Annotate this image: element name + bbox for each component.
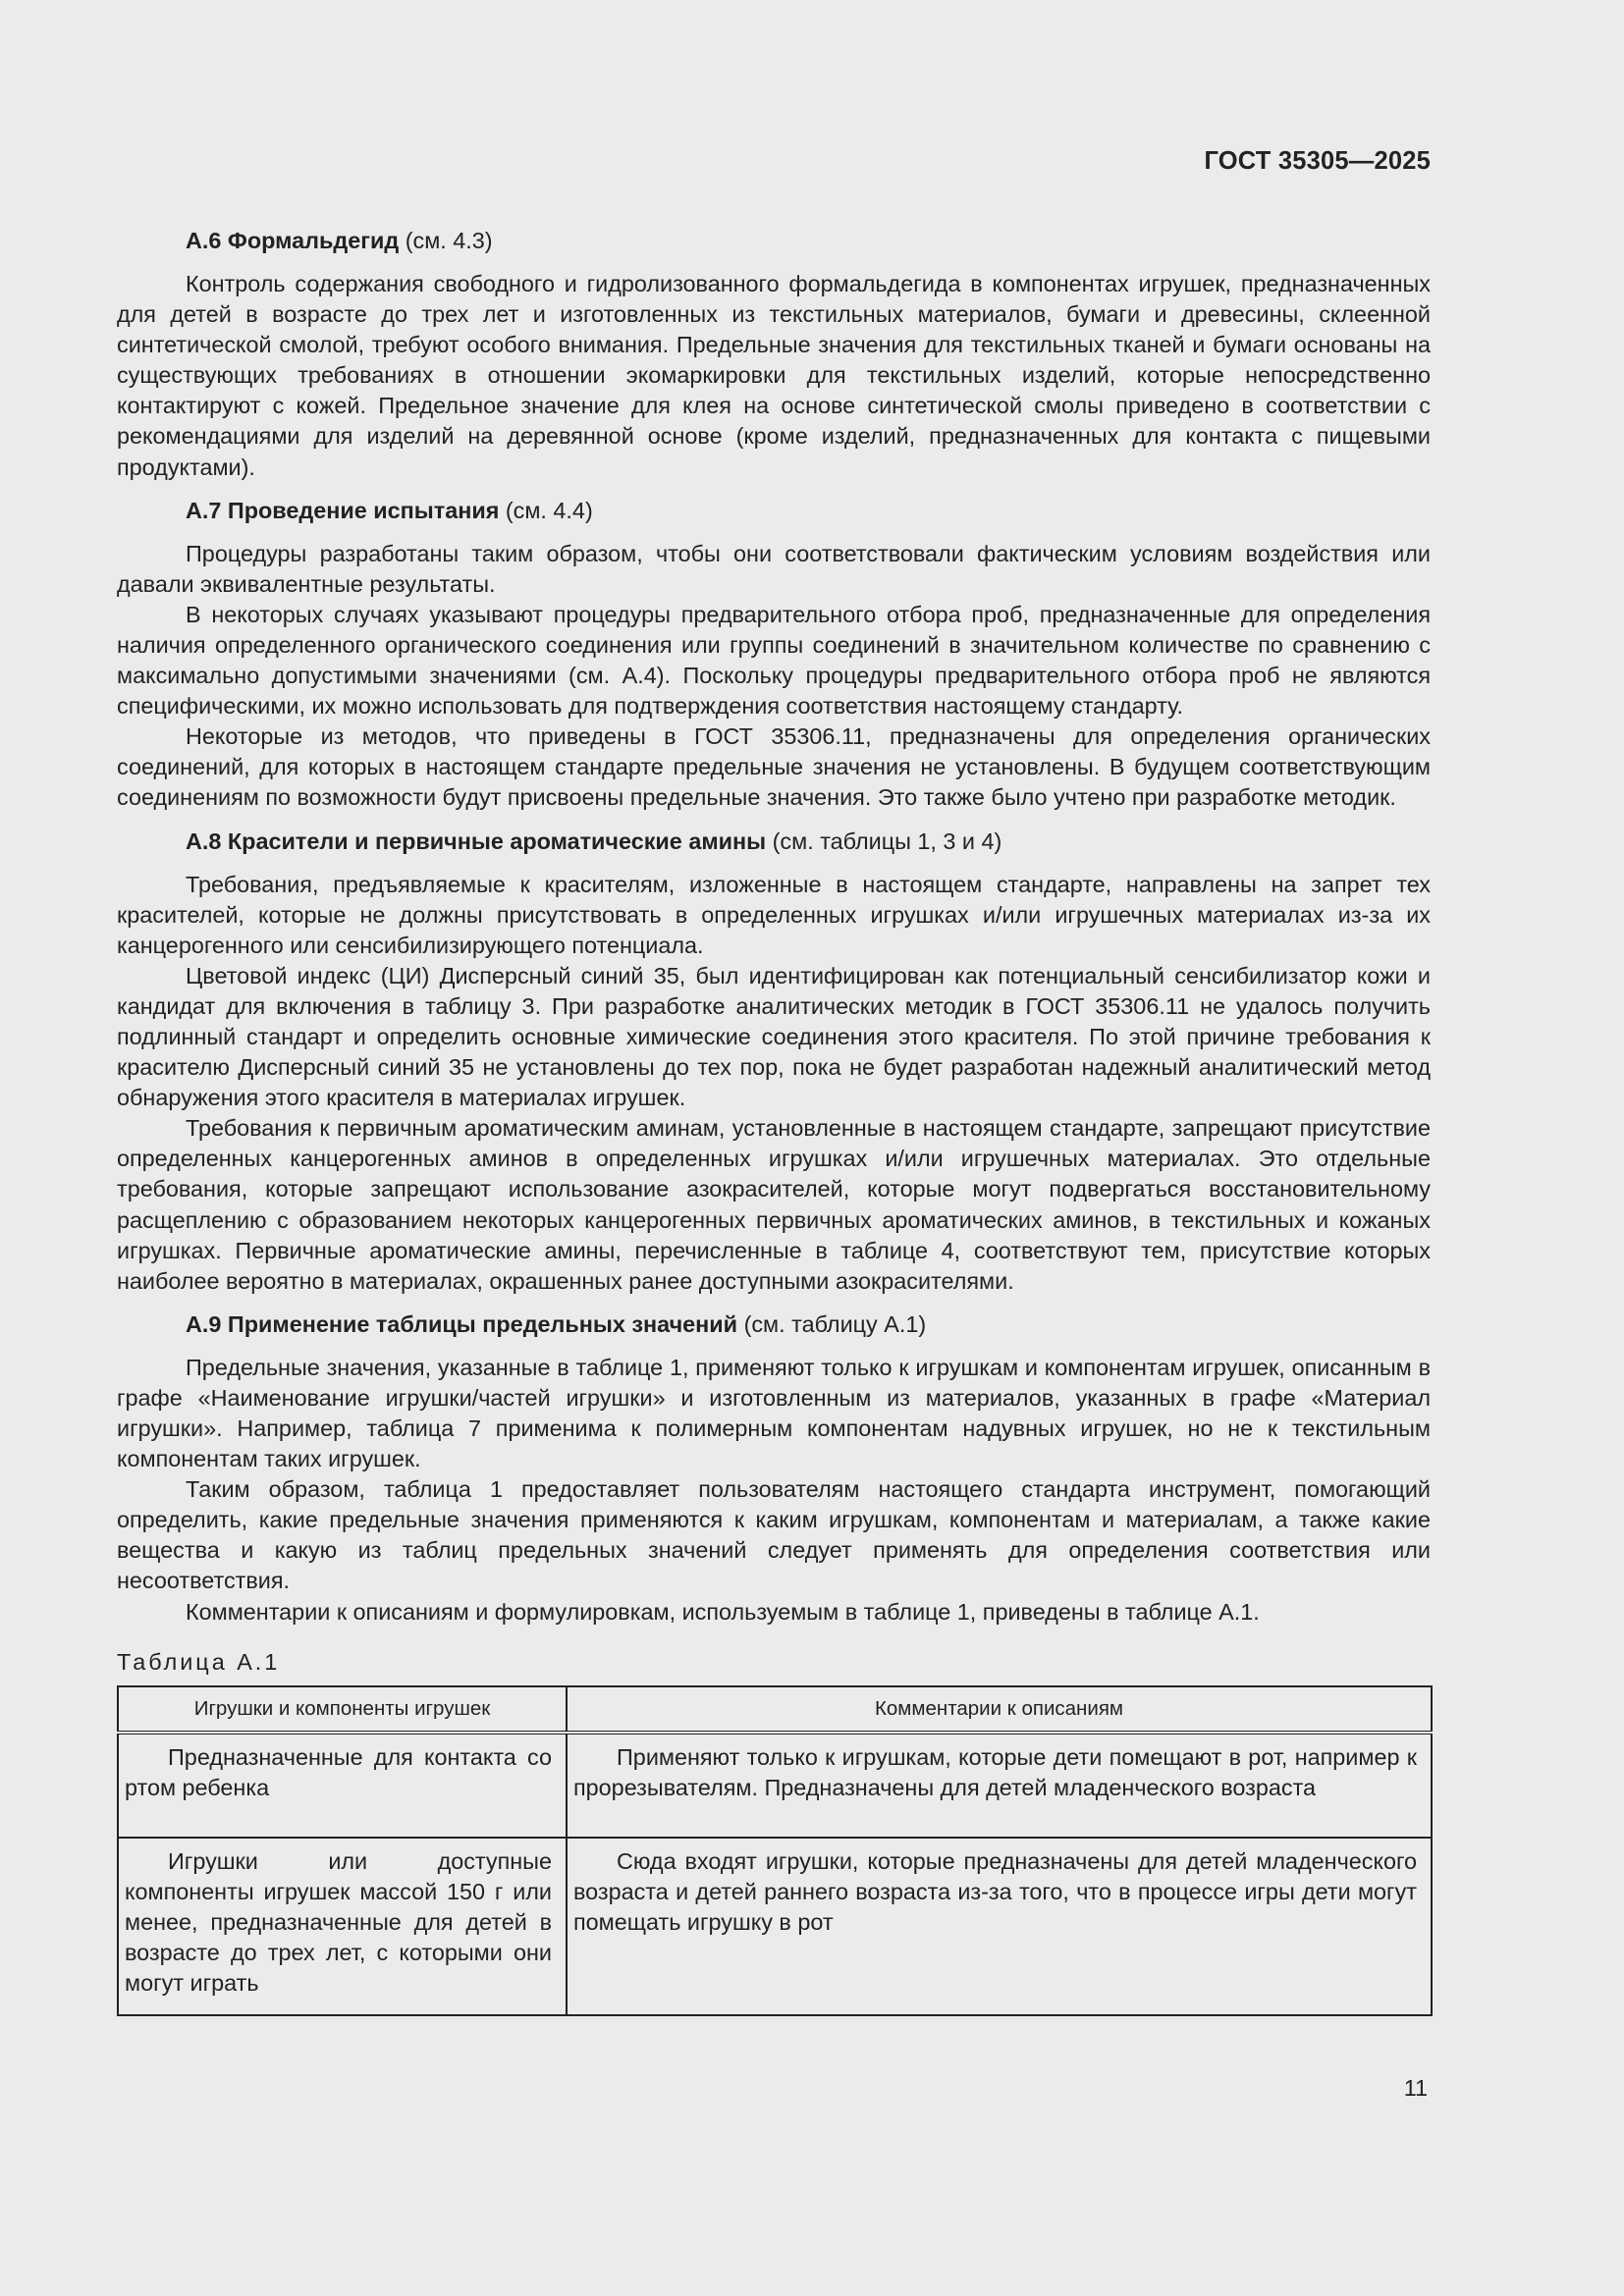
section-reference: (см. таблицу А.1) <box>743 1310 927 1337</box>
section-heading <box>117 827 1431 857</box>
paragraph: Некоторые из методов, что приведены в ГОСТ 35306.11, предназначены для определения органических соединений, для которых в настоящем стандарте предельные значения не установлены. В будущем соответствующим соединениям по возможности будут присвоены предельные значения. Это также было учтено при разработке методик. <box>117 723 1431 811</box>
section-reference: (см. 4.3) <box>405 228 493 253</box>
section-number: А.6 <box>186 228 222 253</box>
section-a7 <box>117 496 1431 814</box>
table-header-row <box>118 1686 1432 1733</box>
document-page <box>117 0 1431 2296</box>
document-code: ГОСТ 35305—2025 <box>1204 147 1431 175</box>
table-caption: Таблица А.1 <box>117 1648 281 1675</box>
section-a9 <box>117 1309 1431 1628</box>
section-number: А.9 <box>186 1310 222 1337</box>
section-heading <box>117 496 1431 526</box>
paragraph: Требования, предъявляемые к красителям, изложенные в настоящем стандарте, направлены на запрет тех красителей, которые не должны присутствовать в определенных игрушках и/или игрушечных материалах из-за их канцерогенного или сенсибилизирующего потенциала. <box>117 871 1431 958</box>
paragraph: Контроль содержания свободного и гидролизованного формальдегида в компонентах игрушек, предназначенных для детей в возрасте до трех лет и изготовленных из текстильных материалов, бумаги и древесины, склеенной синтетической смолой, требуют особого внимания. Предельные значения для текстильных тканей и бумаги основаны на существующих требованиях в отношении экомаркировки для текстильных изделий, которые непосредственно контактируют с кожей. Предельное значение для клея на основе синтетической смолы приведено в соответствии с рекомендациями для изделий на деревянной основе (кроме изделий, предназначенных для контакта с пищевыми продуктами). <box>117 271 1431 480</box>
section-title: Применение таблицы предельных значений <box>227 1310 738 1337</box>
paragraph: Предельные значения, указанные в таблице 1, применяют только к игрушкам и компонентам игрушек, описанным в графе «Наименование игрушки/частей игрушки» и изготовленным из материалов, указанных в графе «Материал игрушки». Например, таблица 7 применима к полимерным компонентам надувных игрушек, но не к текстильным компонентам таких игрушек. <box>117 1354 1431 1472</box>
document-body <box>117 226 1431 2016</box>
section-title: Формальдегид <box>227 228 400 253</box>
paragraph: Требования к первичным ароматическим аминам, установленные в настоящем стандарте, запрещают присутствие определенных канцерогенных аминов в определенных игрушках и/или игрушечных материалах. Это отдельные требования, которые запрещают использование азокрасителей, которые могут подвергаться восстановительному расщеплению с образованием некоторых канцерогенных первичных ароматических аминов, в текстильных и кожаных игрушках. Первичные ароматические амины, перечисленные в таблице 4, соответствуют тем, присутствие которых наиболее вероятно в материалах, окрашенных ранее доступными азокрасителями. <box>117 1115 1431 1294</box>
section-reference: (см. таблицы 1, 3 и 4) <box>772 828 1002 854</box>
table-cell: Предназначенные для контакта со ртом ребенка <box>118 1733 567 1838</box>
table-header-cell: Комментарии к описаниям <box>567 1686 1432 1733</box>
section-a6 <box>117 226 1431 483</box>
table-a1 <box>117 1685 1433 2016</box>
section-reference: (см. 4.4) <box>505 497 593 523</box>
section-number: А.7 <box>186 497 222 523</box>
section-heading <box>117 226 1431 256</box>
table-cell: Применяют только к игрушкам, которые дети помещают в рот, например к прорезывателям. Предназначены для детей младенческого возраста <box>567 1733 1432 1838</box>
paragraph: Таким образом, таблица 1 предоставляет пользователям настоящего стандарта инструмент, помогающий определить, какие предельные значения применяются к каким игрушкам, компонентам и материалам, а также какие вещества и какую из таблиц предельных значений следует применять для определения соответствия или несоответствия. <box>117 1476 1431 1594</box>
section-a8 <box>117 827 1431 1297</box>
table-header-cell: Игрушки и компоненты игрушек <box>118 1686 567 1733</box>
paragraph: Комментарии к описаниям и формулировкам, используемым в таблице 1, приведены в таблице А.1. <box>186 1598 1260 1625</box>
section-heading <box>117 1309 1431 1340</box>
table-row <box>118 1733 1432 1838</box>
section-number: А.8 <box>186 828 222 854</box>
paragraph: В некоторых случаях указывают процедуры предварительного отбора проб, предназначенные для определения наличия определенного органического соединения или группы соединений в значительном количестве по сравнению с максимально допустимыми значениями (см. А.4). Поскольку процедуры предварительного отбора проб не являются специфическими, их можно использовать для подтверждения соответствия настоящему стандарту. <box>117 601 1431 720</box>
paragraph: Цветовой индекс (ЦИ) Дисперсный синий 35, был идентифицирован как потенциальный сенсибилизатор кожи и кандидат для включения в таблицу 3. При разработке аналитических методик в ГОСТ 35306.11 не удалось получить подлинный стандарт и определить основные химические соединения этого красителя. По этой причине требования к красителю Дисперсный синий 35 не установлены до тех пор, пока не будет разработан надежный аналитический метод обнаружения этого красителя в материалах игрушек. <box>117 962 1431 1111</box>
page-number: 11 <box>1403 2075 1428 2101</box>
table-row <box>118 1838 1432 2015</box>
section-title: Проведение испытания <box>227 497 500 523</box>
paragraph: Процедуры разработаны таким образом, чтобы они соответствовали фактическим условиям воздействия или давали эквивалентные результаты. <box>117 540 1431 597</box>
table-cell: Игрушки или доступные компоненты игрушек массой 150 г или менее, предназначенные для детей в возрасте до трех лет, с которыми они могут играть <box>118 1838 567 2015</box>
table-cell: Сюда входят игрушки, которые предназначены для детей младенческого возраста и детей раннего возраста из-за того, что в процессе игры дети могут помещать игрушку в рот <box>567 1838 1432 2015</box>
section-title: Красители и первичные ароматические амины <box>227 828 767 854</box>
